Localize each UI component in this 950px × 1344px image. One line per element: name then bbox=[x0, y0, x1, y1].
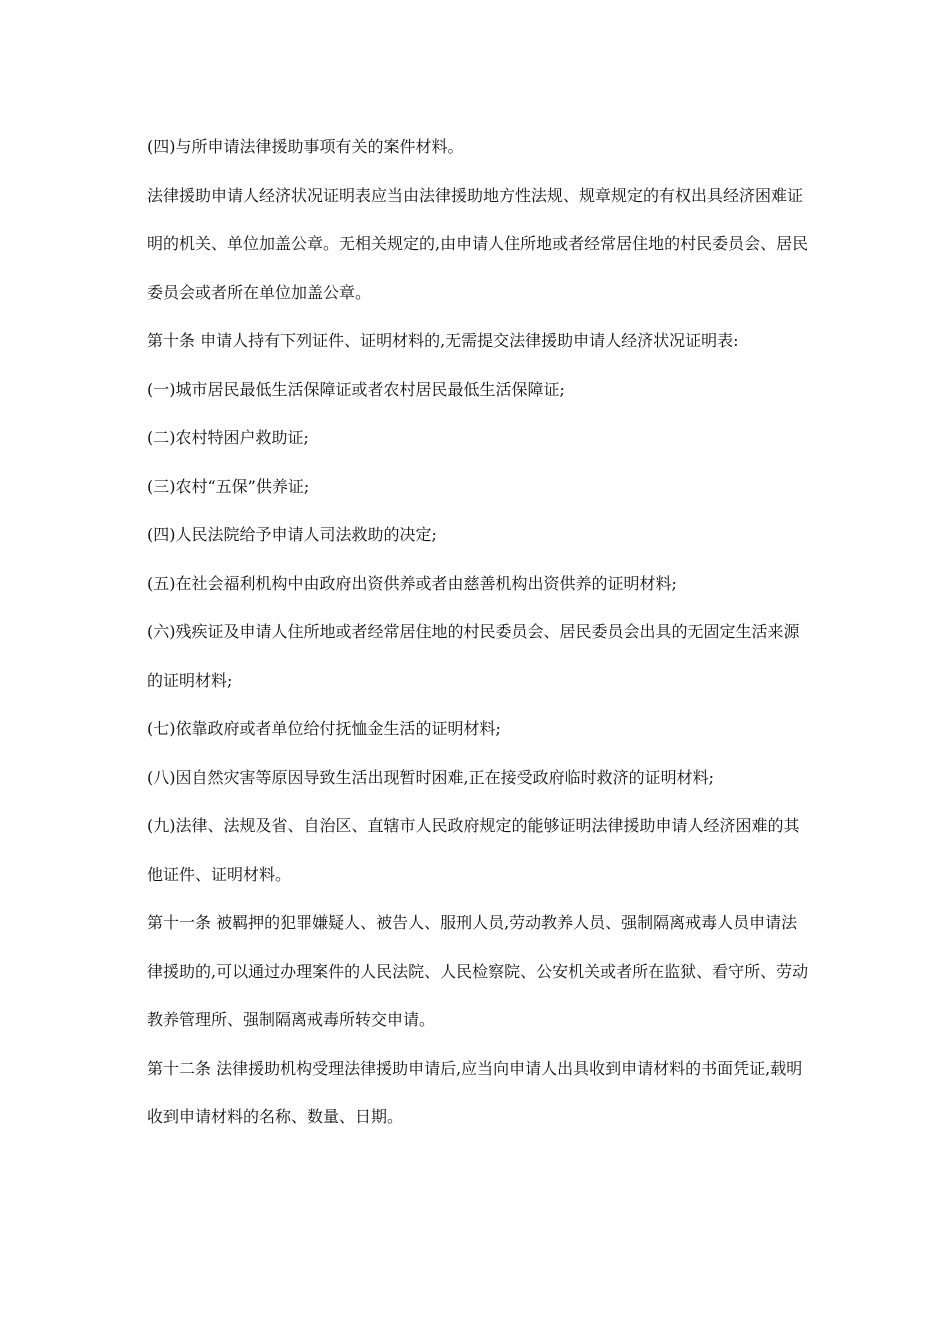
paragraph-article-10-item-3: (三)农村“五保”供养证; bbox=[147, 476, 310, 496]
paragraph-article-10-item-8: (八)因自然灾害等原因导致生活出现暂时困难,正在接受政府临时救济的证明材料; bbox=[147, 767, 714, 787]
document-body bbox=[147, 123, 812, 1142]
paragraph-article-10-item-9: (九)法律、法规及省、自治区、直辖市人民政府规定的能够证明法律援助申请人经济困难的其他证件、证明材料。 bbox=[147, 816, 800, 884]
paragraph-article-10: 第十条 申请人持有下列证件、证明材料的,无需提交法律援助申请人经济状况证明表: bbox=[147, 331, 739, 350]
paragraph-article-11: 第十一条 被羁押的犯罪嫌疑人、被告人、服刑人员,劳动教养人员、强制隔离戒毒人员申请法律援助的,可以通过办理案件的人民法院、人民检察院、公安机关或者所在监狱、看守所、劳动教养管理所、强制隔离戒毒所转交申请。 bbox=[147, 913, 809, 1029]
paragraph-article-10-item-7: (七)依靠政府或者单位给付抚恤金生活的证明材料; bbox=[147, 719, 501, 738]
paragraph-item-4-materials: (四)与所申请法律援助事项有关的案件材料。 bbox=[147, 137, 464, 156]
paragraph-article-12: 第十二条 法律援助机构受理法律援助申请后,应当向申请人出具收到申请材料的书面凭证,载明收到申请材料的名称、数量、日期。 bbox=[147, 1058, 803, 1126]
paragraph-article-10-item-1: (一)城市居民最低生活保障证或者农村居民最低生活保障证; bbox=[147, 379, 565, 399]
paragraph-article-10-item-5: (五)在社会福利机构中由政府出资供养或者由慈善机构出资供养的证明材料; bbox=[147, 573, 677, 593]
paragraph-article-10-item-2: (二)农村特困户救助证; bbox=[147, 428, 309, 447]
paragraph-article-10-item-6: (六)残疾证及申请人住所地或者经常居住地的村民委员会、居民委员会出具的无固定生活来源的证明材料; bbox=[147, 622, 800, 690]
paragraph-economic-status-certificate: 法律援助申请人经济状况证明表应当由法律援助地方性法规、规章规定的有权出具经济困难证明的机关、单位加盖公章。无相关规定的,由申请人住所地或者经常居住地的村民委员会、居民委员会或者所在单位加盖公章。 bbox=[147, 185, 809, 302]
paragraph-article-10-item-4: (四)人民法院给予申请人司法救助的决定; bbox=[147, 525, 437, 544]
